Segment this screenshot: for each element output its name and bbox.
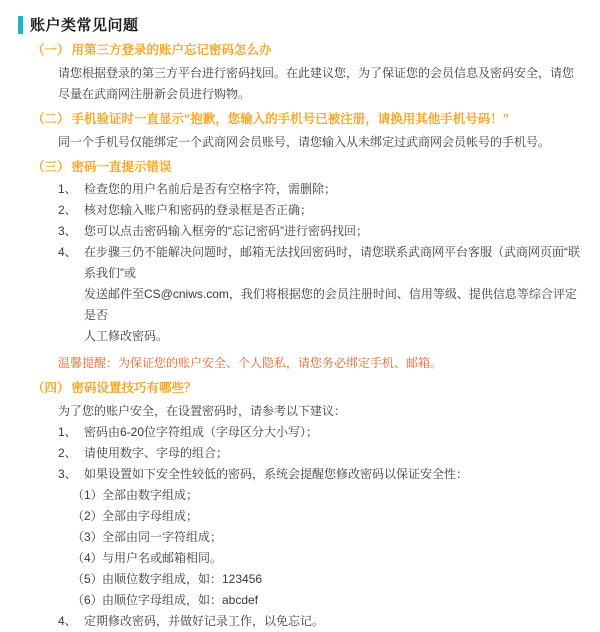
faq-heading-4-number: （四） <box>32 381 70 396</box>
list-item <box>72 590 586 611</box>
list-item-text: 核对您输入账户和密码的登录框是否正确； <box>84 203 313 218</box>
faq-section-1 <box>14 41 586 105</box>
page-title-text: 账户类常见问题 <box>30 17 139 34</box>
faq-heading-1 <box>32 41 586 60</box>
faq-heading-3-text: 密码一直提示错误 <box>71 159 172 174</box>
list-item-text: 检查您的用户名前后是否有空格字符，需删除； <box>84 182 337 197</box>
faq-heading-4-text: 密码设置技巧有哪些？ <box>71 381 197 396</box>
list-item-marker: 3、 <box>58 224 77 239</box>
list-item <box>58 179 586 200</box>
list-item-text: 密码由6-20位字符组成（字母区分大小写）； <box>84 425 319 439</box>
faq-answer-4-line-1: 为了您的账户安全，在设置密码时，请参考以下建议： <box>58 404 347 418</box>
list-item <box>58 200 586 221</box>
list-item-text: 在步骤三仍不能解决问题时，邮箱无法找回密码时，请您联系武商网平台客服（武商网页面“联系我们”或 <box>84 245 580 281</box>
list-item-marker: 2、 <box>58 446 77 460</box>
list-item <box>58 464 586 485</box>
title-accent-bar <box>18 16 23 34</box>
list-item-marker: （2） <box>72 509 103 523</box>
list-item-marker: （3） <box>72 530 103 544</box>
warm-reminder-label: 温馨提醒： <box>58 356 119 371</box>
faq-section-3 <box>14 158 586 375</box>
faq-answer-1-line-1: 请您根据登录的第三方平台进行密码找回。在此建议您，为了保证您的会员信息及密码安全，请您 <box>58 65 575 80</box>
list-item <box>58 611 586 632</box>
page-title <box>18 14 586 35</box>
list-item-text: 定期修改密码，并做好记录工作，以免忘记。 <box>84 614 325 628</box>
list-item <box>72 569 586 590</box>
list-item-text: 如果设置如下安全性较低的密码，系统会提醒您修改密码以保证安全性： <box>84 467 469 481</box>
list-item-marker: 4、 <box>58 245 77 260</box>
list-item-marker: （6） <box>72 593 103 607</box>
list-item-text: 全部由同一字符组成； <box>102 530 223 544</box>
warm-reminder <box>58 353 586 374</box>
list-item-marker: 1、 <box>58 425 77 439</box>
faq-heading-4 <box>32 379 586 398</box>
faq-answer-1-line-2: 尽量在武商网注册新会员进行购物。 <box>58 86 251 101</box>
list-item-marker: （1） <box>72 488 103 502</box>
list-item <box>58 242 586 347</box>
list-item-text: 请使用数字、字母的组合； <box>84 446 229 460</box>
list-item <box>72 485 586 506</box>
faq-answer-2-line-1: 同一个手机号仅能绑定一个武商网会员账号，请您输入从未绑定过武商网会员帐号的手机号。 <box>58 134 551 149</box>
list-item-marker: （4） <box>72 551 103 565</box>
list-item <box>58 443 586 464</box>
list-item <box>72 527 586 548</box>
faq-section-4 <box>14 379 586 632</box>
faq-heading-3 <box>32 158 586 177</box>
faq-heading-3-number: （三） <box>32 159 70 174</box>
faq-heading-1-text: 用第三方登录的账户忘记密码怎么办 <box>71 43 272 57</box>
list-item-text: 与用户名或邮箱相同。 <box>102 551 223 565</box>
list-item-text: 人工修改密码。 <box>84 329 169 344</box>
list-item-text: 全部由数字组成； <box>102 488 199 502</box>
list-item-text: 由顺位字母组成，如：abcdef <box>102 593 259 607</box>
list-item <box>58 422 586 443</box>
list-item <box>58 221 586 242</box>
list-item-text: 由顺位数字组成，如：123456 <box>102 572 263 586</box>
list-item <box>72 506 586 527</box>
warm-reminder-text: 为保证您的账户安全、个人隐私，请您务必绑定手机、邮箱。 <box>118 356 443 371</box>
faq-heading-2-number: （二） <box>32 111 70 126</box>
list-item-marker: （5） <box>72 572 103 586</box>
faq-heading-2-text: 手机验证时一直显示“抱歉，您输入的手机号已被注册，请换用其他手机号码！” <box>71 111 510 126</box>
list-item-text: 发送邮件至CS@cniws.com，我们将根据您的会员注册时间、信用等级、提供信息等综合评定是否 <box>84 287 577 323</box>
list-item-marker: 2、 <box>58 203 77 218</box>
faq-heading-2 <box>32 110 586 129</box>
list-item-text: 您可以点击密码输入框旁的“忘记密码”进行密码找回； <box>84 224 368 239</box>
list-item-marker: 1、 <box>58 182 77 197</box>
faq-heading-1-number: （一） <box>32 43 70 57</box>
list-item <box>72 548 586 569</box>
list-item-marker: 3、 <box>58 467 77 481</box>
faq-section-2 <box>14 110 586 153</box>
list-item-text: 全部由字母组成； <box>102 509 199 523</box>
list-item-marker: 4、 <box>58 614 77 628</box>
